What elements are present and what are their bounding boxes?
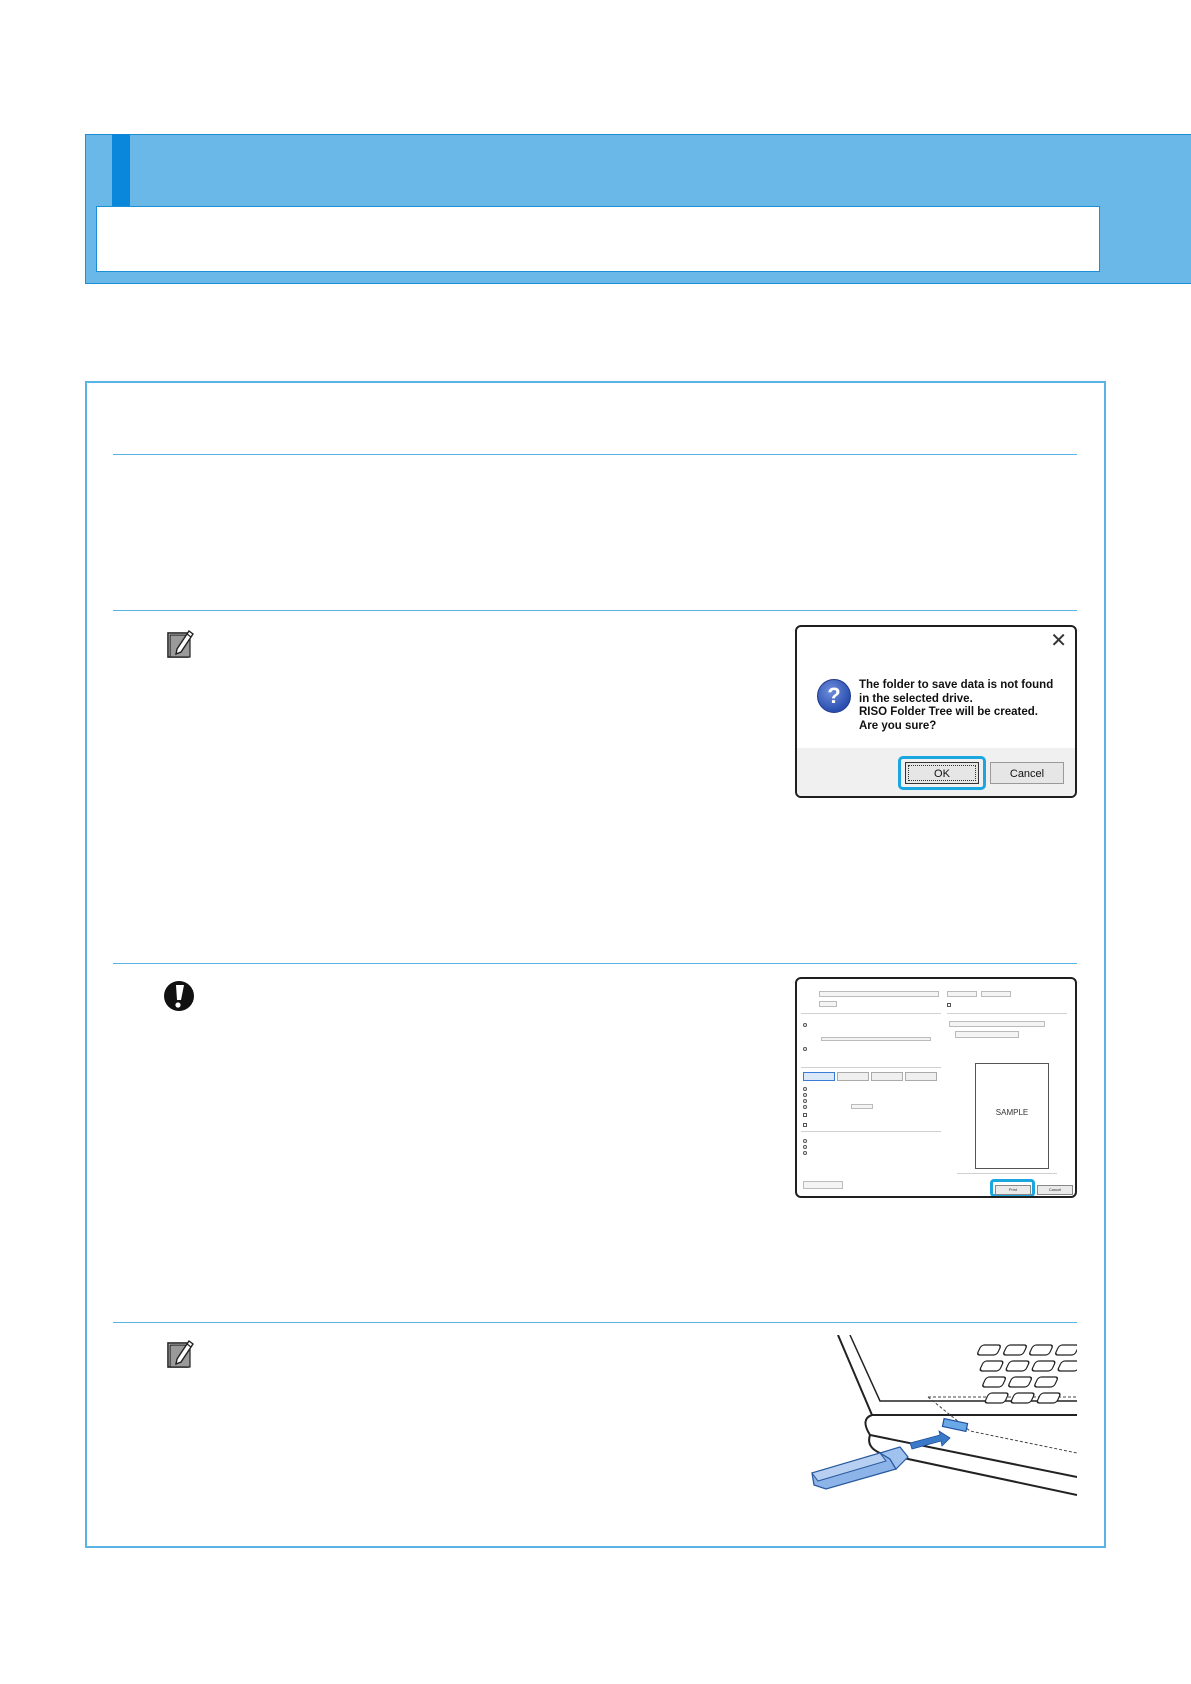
memo-icon [165,627,195,659]
section-divider-4 [113,1322,1077,1323]
dialog-message-line4: Are you sure? [859,719,937,732]
poster-tab[interactable] [837,1072,869,1081]
copies-field[interactable] [819,1001,837,1007]
ok-button[interactable]: OK [905,762,979,784]
dialog-message-line1: The folder to save data is not found [859,679,1054,691]
memo-icon [165,1337,195,1369]
print-button[interactable]: Print [995,1185,1031,1195]
booklet-tab[interactable] [905,1072,937,1081]
properties-button[interactable] [947,991,977,997]
dialog-message-line2: in the selected drive. [859,692,973,705]
folder-confirm-dialog [795,625,1077,798]
printer-select[interactable] [819,991,939,997]
print-preview-page [975,1063,1049,1169]
dialog-message [859,679,1069,733]
caution-icon [162,979,196,1013]
comments-forms-select[interactable] [949,1021,1045,1027]
pages-range-field[interactable] [821,1037,931,1041]
chapter-header-subtitle-box [96,206,1100,272]
chapter-header-accent [112,134,130,206]
summarize-comments-button[interactable] [955,1031,1019,1038]
section-divider-3 [113,963,1077,964]
question-icon: ? [817,679,851,713]
multiple-tab[interactable] [871,1072,903,1081]
advanced-button[interactable] [981,991,1011,997]
close-icon[interactable]: ✕ [1050,630,1067,652]
size-tab[interactable] [803,1072,835,1081]
print-cancel-button[interactable]: Cancel [1037,1185,1073,1195]
dialog-message-line3: RISO Folder Tree will be created. [859,706,1038,718]
cancel-button[interactable]: Cancel [990,762,1064,784]
preview-sample-label: SAMPLE [995,1108,1029,1117]
section-divider-1 [113,454,1077,455]
usb-insertion-illustration [800,1335,1077,1507]
print-dialog-left-pane [801,987,941,1187]
dialog-footer [797,748,1075,796]
print-dialog-right-pane [947,987,1073,1187]
section-divider-2 [113,610,1077,611]
scale-field[interactable] [851,1104,873,1109]
print-dialog [795,977,1077,1198]
page-setup-button[interactable] [803,1181,843,1189]
